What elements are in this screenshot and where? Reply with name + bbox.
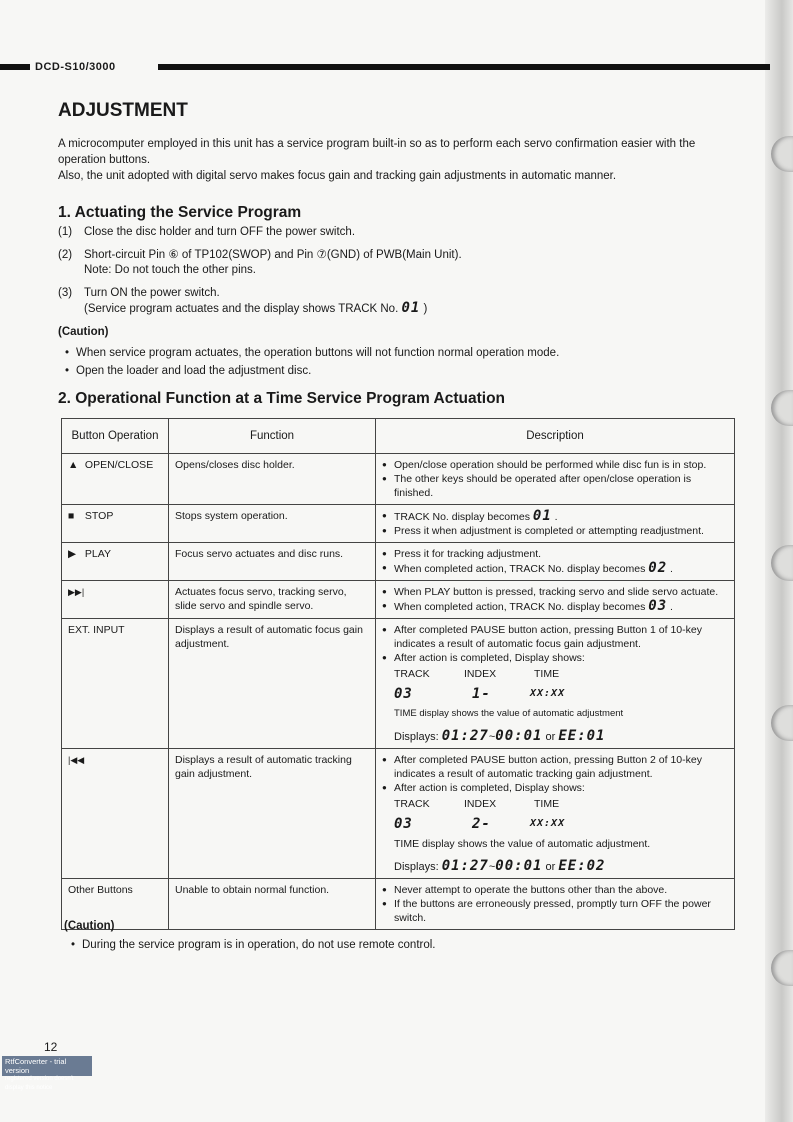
seven-segment-display: 02	[648, 560, 668, 576]
page-number: 12	[44, 1040, 58, 1054]
table-header-row	[62, 419, 735, 454]
header-bar	[0, 61, 770, 74]
intro-line-2: Also, the unit adopted with digital servo makes focus gain and tracking gain adjustments in automatic manner.	[58, 170, 617, 182]
eject-icon: ▲	[68, 459, 79, 471]
step-3: (3) Turn ON the power switch. (Service program actuates and the display shows TRACK No. 01 )	[58, 287, 428, 316]
displays-range: Displays: 01:27~00:01 or EE:01	[394, 728, 606, 744]
seven-segment-display: 03	[648, 598, 668, 614]
section-1-steps	[58, 225, 738, 380]
table-row: ▶▶| Actuates focus servo, tracking servo, slide servo and spindle servo. ● When PLAY button is pressed, tracking servo and slide servo actuate. ● When completed action, TRACK No. display becomes 03 .	[62, 581, 735, 619]
seven-segment-display: 01	[532, 508, 552, 524]
display-readout: 03 1- XX:XX	[394, 686, 566, 702]
step-1: (1) Close the disc holder and turn OFF the power switch.	[58, 226, 356, 238]
model-name: DCD-S10/3000	[35, 61, 116, 73]
page-title: ADJUSTMENT	[58, 100, 188, 121]
table-row: |◀◀ Displays a result of automatic tracking gain adjustment. ● After completed PAUSE button action, pressing Button 2 of 10-key indicates a result of automatic tracking gain adjustment. ● After action is completed, Display shows: TRACK INDEX TIME 03 2- XX:XX TIME display shows the value of automatic adjustment. Displays: 01:27~00:01 or EE:02	[62, 749, 735, 879]
section-1-heading: 1. Actuating the Service Program	[58, 204, 302, 221]
skip-back-icon: |◀◀	[68, 755, 85, 765]
step-2-note: Note: Do not touch the other pins.	[84, 264, 256, 276]
caution-item: • During the service program is in operation, do not use remote control.	[64, 936, 724, 954]
displays-range: Displays: 01:27~00:01 or EE:02	[394, 858, 606, 874]
caution-list	[58, 344, 738, 380]
bottom-caution: (Caution) • During the service program is in operation, do not use remote control.	[64, 920, 724, 954]
table-row: ▶ PLAY Focus servo actuates and disc runs. ● Press it for tracking adjustment. ● When completed action, TRACK No. display becomes 02 .	[62, 543, 735, 581]
caution-title: (Caution)	[58, 326, 109, 338]
table-row: EXT. INPUT Displays a result of automatic focus gain adjustment. ● After completed PAUSE button action, pressing Button 1 of 10-key indicates a result of automatic focus gain adjustment. ● After action is completed, Display shows: TRACK INDEX TIME 03 1- XX:XX TIME display shows the value of automatic adjustment Displays: 01:27~00:01 or EE:01	[62, 619, 735, 749]
table-row: Other Buttons Unable to obtain normal function. ● Never attempt to operate the buttons other than the above. ● If the buttons are erroneously pressed, promptly turn OFF the power switch.	[62, 879, 735, 930]
section-2-heading: 2. Operational Function at a Time Service Program Actuation	[58, 390, 506, 407]
col-header-function: Function	[169, 419, 376, 454]
stop-icon: ■	[68, 510, 75, 522]
table-row: ■ STOP Stops system operation. ● TRACK No. display becomes 01 . ● Press it when adjustment is completed or attempting readjustment.	[62, 505, 735, 543]
col-header-button: Button Operation	[62, 419, 169, 454]
play-icon: ▶	[68, 548, 77, 560]
intro-paragraph	[58, 136, 738, 184]
col-header-description: Description	[376, 419, 735, 454]
display-labels: TRACK INDEX TIME	[394, 798, 560, 810]
caution-item: • Open the loader and load the adjustment disc.	[58, 362, 738, 380]
table-row: ▲ OPEN/CLOSE Opens/closes disc holder. ● Open/close operation should be performed while disc fun is in stop. ● The other keys should be operated after open/close operation is finished.	[62, 454, 735, 505]
skip-forward-icon: ▶▶|	[68, 587, 85, 597]
operation-table	[61, 418, 735, 930]
seven-segment-display: 01	[401, 300, 421, 316]
step-2: (2) Short-circuit Pin ⑥ of TP102(SWOP) and Pin ⑦(GND) of PWB(Main Unit). Note: Do not touch the other pins.	[58, 249, 462, 276]
display-labels: TRACK INDEX TIME	[394, 668, 560, 680]
display-readout: 03 2- XX:XX	[394, 816, 566, 832]
intro-line-1: A microcomputer employed in this unit has a service program built-in so as to perform each servo confirmation easier with the operation buttons.	[58, 138, 696, 166]
caution-item: • When service program actuates, the operation buttons will not function normal operation mode.	[58, 344, 738, 362]
trial-watermark: RtfConverter - trial version registered version doesn't display this notice	[2, 1056, 92, 1076]
